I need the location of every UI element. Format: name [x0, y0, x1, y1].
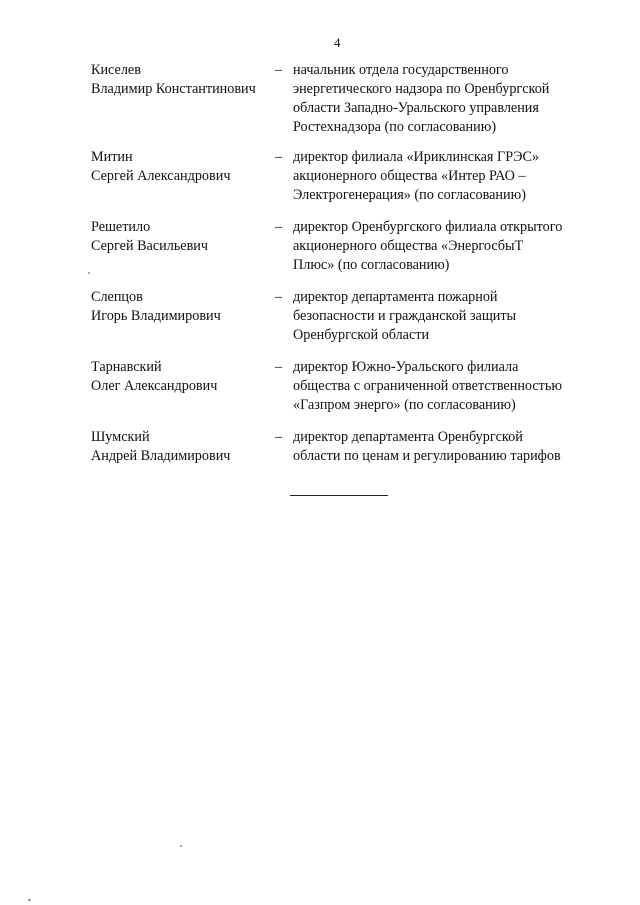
given-names: Олег Александрович — [91, 378, 218, 394]
position-line: Электрогенерация» (по согласованию) — [293, 187, 526, 203]
position-line: акционерного общества «ЭнергосбыТ — [293, 238, 524, 254]
position-line: директор департамента пожарной — [293, 289, 498, 305]
closing-rule — [290, 495, 388, 496]
position-description — [293, 358, 599, 415]
dash-separator: – — [275, 62, 283, 78]
dash-separator: – — [275, 289, 283, 305]
position-line: области Западно-Уральского управления — [293, 100, 539, 116]
position-line: энергетического надзора по Оренбургской — [293, 81, 550, 97]
person-name — [91, 148, 271, 186]
given-names: Сергей Васильевич — [91, 238, 209, 254]
position-line: начальник отдела государственного — [293, 62, 509, 78]
position-line: Плюс» (по согласованию) — [293, 257, 450, 273]
list-item — [0, 288, 640, 358]
person-name — [91, 358, 271, 396]
person-name — [91, 61, 271, 99]
surname: Митин — [91, 149, 133, 165]
position-line: директор филиала «Ириклинская ГРЭС» — [293, 149, 540, 165]
position-line: Оренбургской области — [293, 327, 430, 343]
list-item — [0, 218, 640, 288]
dash-separator: – — [275, 149, 283, 165]
surname: Слепцов — [91, 289, 143, 305]
position-line: безопасности и гражданской защиты — [293, 308, 517, 324]
given-names: Сергей Александрович — [91, 168, 231, 184]
list-item — [0, 428, 640, 498]
person-name — [91, 428, 271, 466]
position-line: директор Южно-Уральского филиала — [293, 359, 519, 375]
given-names: Андрей Владимирович — [91, 448, 231, 464]
scan-artifact — [28, 899, 31, 901]
person-name — [91, 288, 271, 326]
position-line: Ростехнадзора (по согласованию) — [293, 119, 497, 135]
dash-separator: – — [275, 429, 283, 445]
scan-artifact — [180, 845, 182, 847]
position-description — [293, 288, 599, 345]
position-line: директор департамента Оренбургской — [293, 429, 523, 445]
surname: Киселев — [91, 62, 141, 78]
surname: Решетило — [91, 219, 151, 235]
dash-separator: – — [275, 359, 283, 375]
position-description — [293, 428, 599, 466]
position-line: общества с ограниченной ответственностью — [293, 378, 562, 394]
dash-separator: – — [275, 219, 283, 235]
position-line: директор Оренбургского филиала открытого — [293, 219, 563, 235]
surname: Шумский — [91, 429, 150, 445]
given-names: Игорь Владимирович — [91, 308, 221, 324]
surname: Тарнавский — [91, 359, 162, 375]
position-description — [293, 218, 599, 275]
list-item — [0, 148, 640, 218]
given-names: Владимир Константинович — [91, 81, 256, 97]
person-name — [91, 218, 271, 256]
position-line: области по ценам и регулированию тарифов — [293, 448, 561, 464]
list-item — [0, 61, 640, 135]
scan-artifact — [88, 272, 90, 274]
list-item — [0, 358, 640, 428]
position-description — [293, 61, 599, 137]
position-line: акционерного общества «Интер РАО – — [293, 168, 526, 184]
page-number: 4 — [334, 35, 341, 50]
position-description — [293, 148, 599, 205]
position-line: «Газпром энерго» (по согласованию) — [293, 397, 516, 413]
